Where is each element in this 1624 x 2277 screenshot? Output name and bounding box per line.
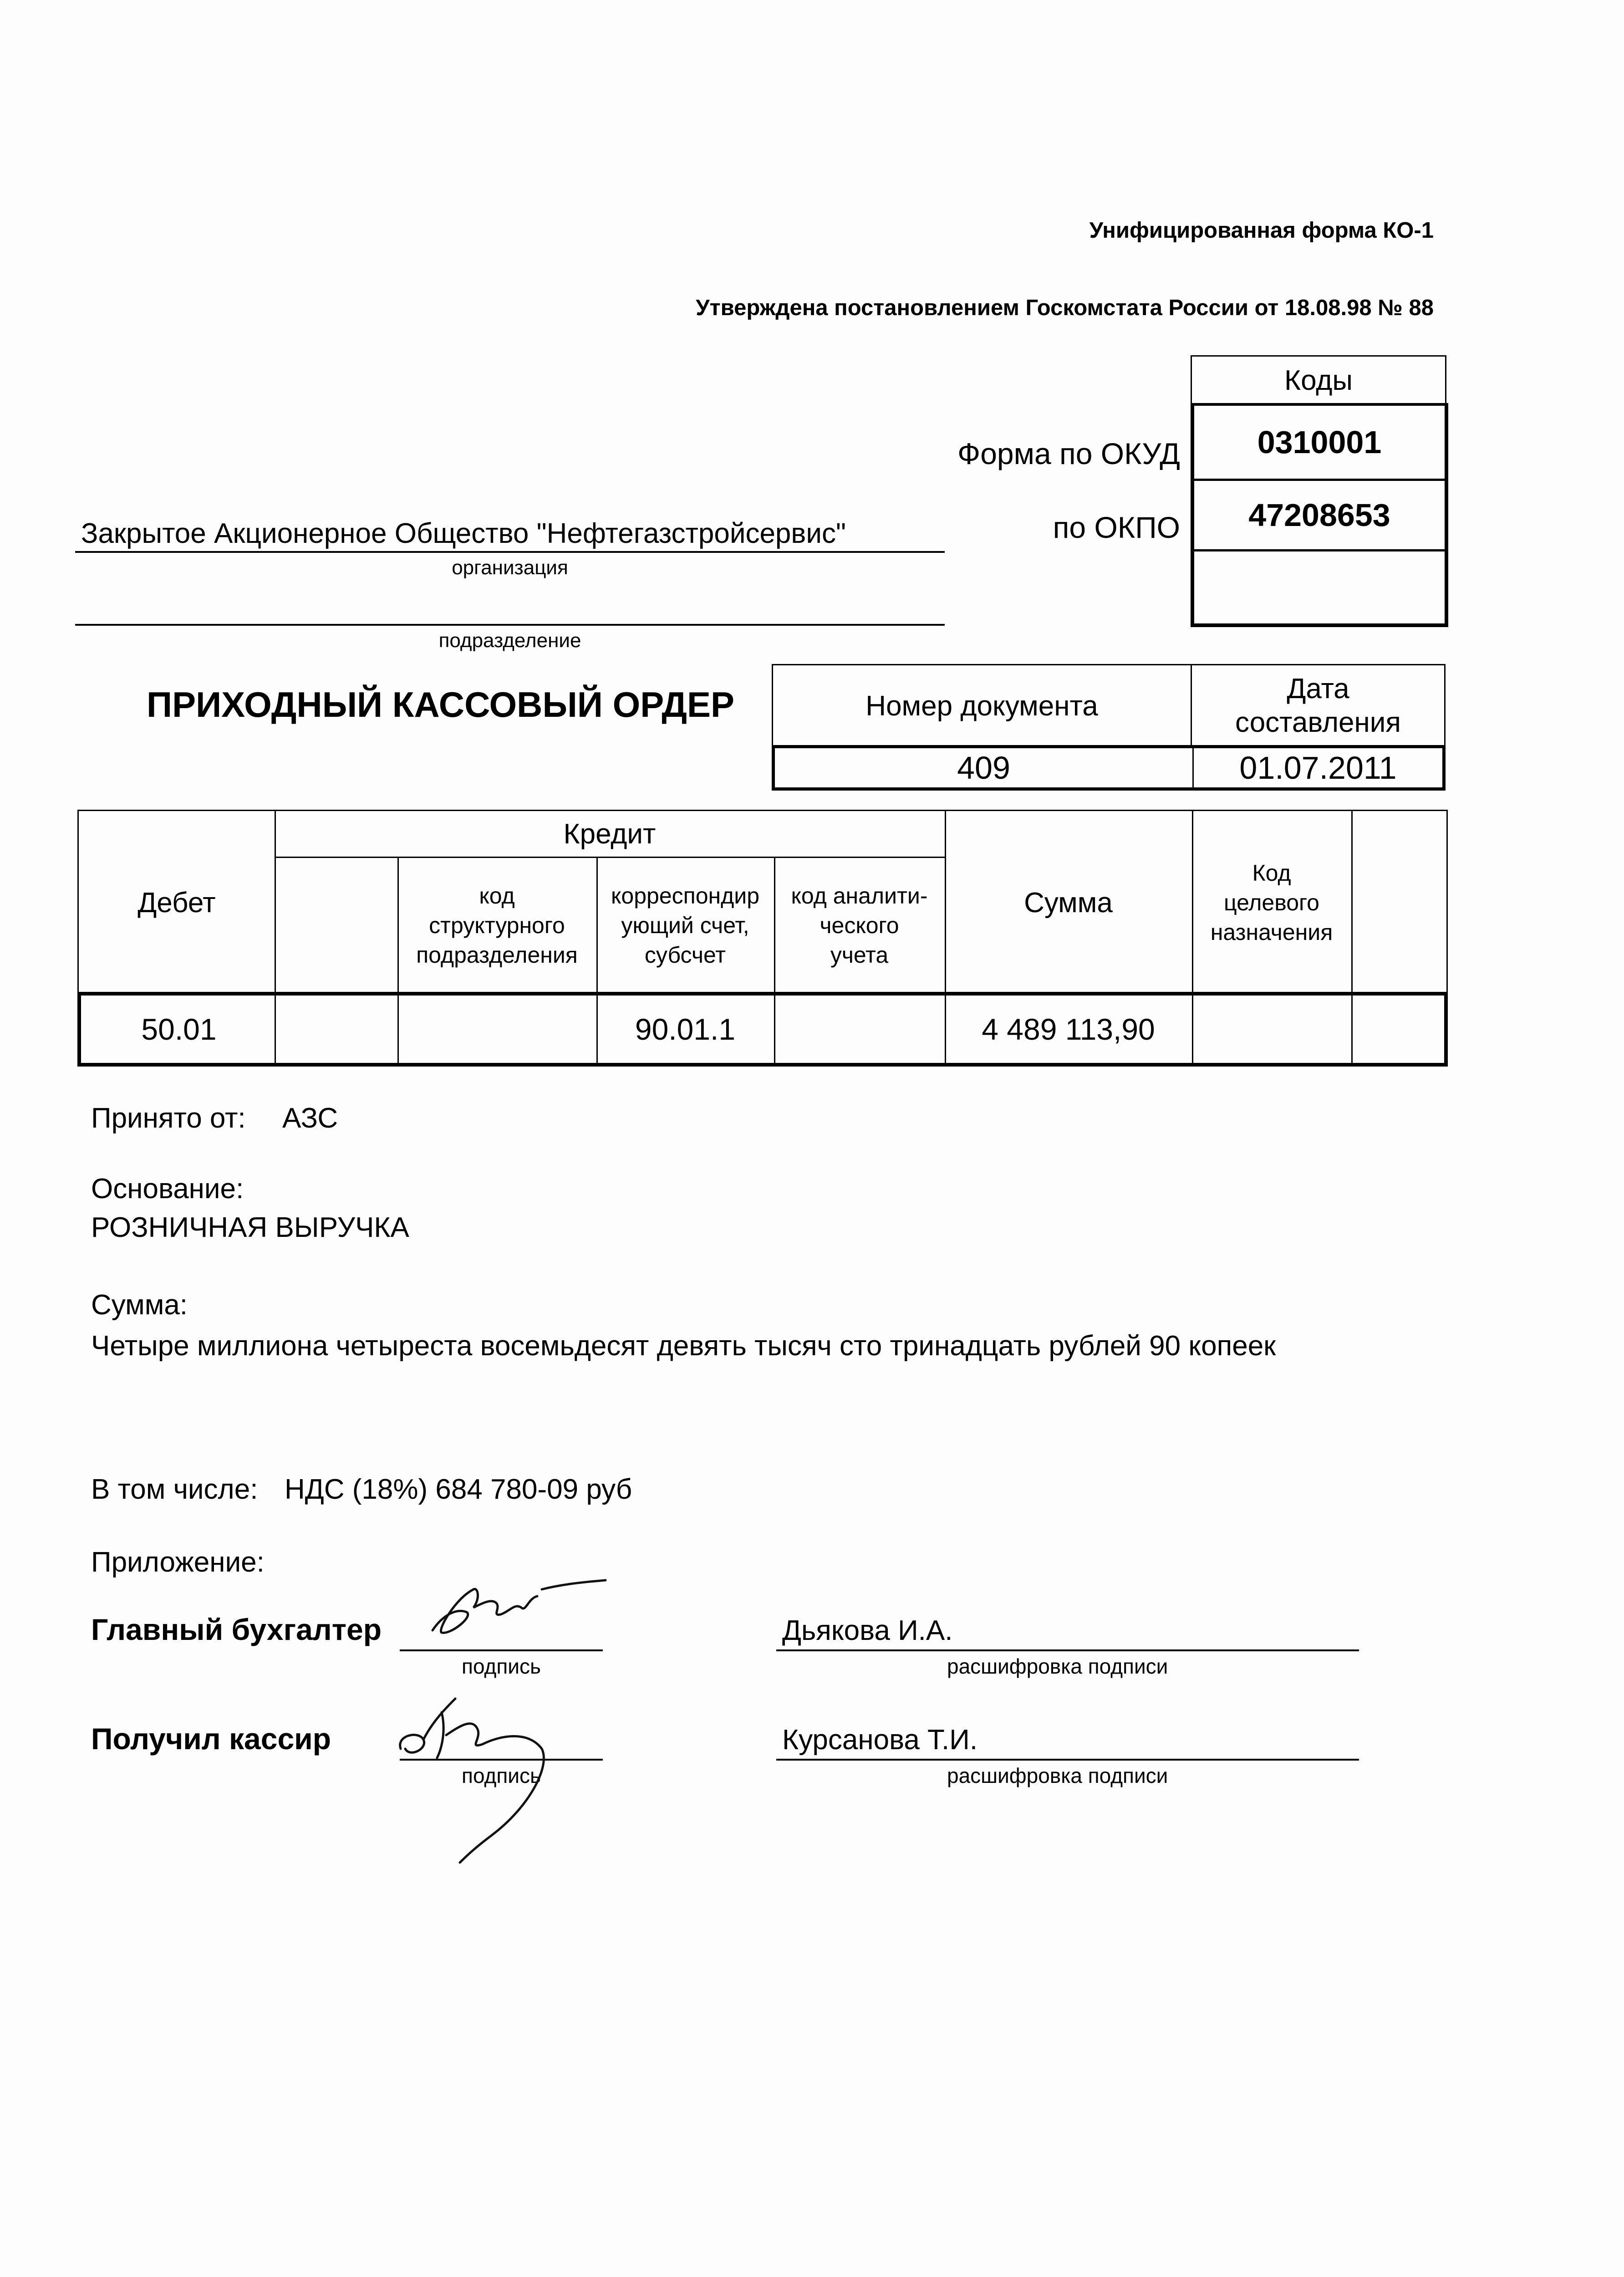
- analytic-header-line: код аналити-: [791, 883, 928, 909]
- form-name: Унифицированная форма КО-1: [1089, 218, 1434, 243]
- decoding-line: [776, 1649, 1359, 1651]
- analytic-header: [774, 857, 945, 994]
- organization-line: [75, 551, 945, 553]
- decoding-caption: расшифровка подписи: [947, 1654, 1168, 1678]
- account-header-line: ующий счет,: [621, 912, 749, 938]
- debit-header: Дебет: [137, 887, 216, 919]
- purpose-header-line: Код: [1252, 860, 1291, 886]
- document-number-table: [772, 664, 1446, 791]
- cashier-label: Получил кассир: [91, 1722, 331, 1756]
- division-line: [75, 624, 945, 626]
- date-label: [1192, 665, 1444, 746]
- division-code-header: [397, 857, 596, 994]
- account-value: 90.01.1: [635, 1012, 736, 1046]
- basis-label: Основание:: [91, 1173, 244, 1205]
- account-header-line: корреспондир: [611, 883, 760, 909]
- col-divider: [774, 996, 775, 1063]
- codes-box: [1191, 355, 1446, 628]
- col-divider: [1351, 811, 1353, 994]
- decoding-caption: расшифровка подписи: [947, 1764, 1168, 1787]
- sum-value: 4 489 113,90: [982, 1012, 1155, 1046]
- credit-header: Кредит: [563, 818, 656, 850]
- received-from-value: АЗС: [282, 1103, 338, 1134]
- okpo-code: 47208653: [1248, 497, 1390, 533]
- chief-accountant-signature: [423, 1571, 619, 1649]
- purpose-header-line: целевого: [1224, 889, 1319, 915]
- okud-code: 0310001: [1257, 424, 1382, 460]
- purpose-header: [1192, 811, 1351, 994]
- analytic-header-line: ческого: [820, 912, 899, 938]
- chief-accountant-label: Главный бухгалтер: [91, 1613, 382, 1646]
- signature-caption: подпись: [462, 1654, 541, 1678]
- okud-label: Форма по ОКУД: [957, 437, 1180, 470]
- date-label-line1: Дата: [1287, 673, 1349, 705]
- division-code-header-line: подразделения: [416, 942, 578, 968]
- table-header: [77, 810, 1448, 996]
- signature-line: [400, 1649, 603, 1651]
- attachment-label: Приложение:: [91, 1547, 265, 1578]
- document-date: 01.07.2011: [1239, 750, 1397, 786]
- date-label-line2: составления: [1235, 707, 1401, 738]
- purpose-header-line: назначения: [1210, 919, 1333, 945]
- col-divider: [397, 996, 399, 1063]
- division-caption: подразделение: [438, 629, 581, 652]
- division-code-header-line: структурного: [429, 912, 565, 938]
- document-title: ПРИХОДНЫЙ КАССОВЫЙ ОРДЕР: [147, 684, 734, 725]
- account-header-line: субсчет: [644, 942, 726, 968]
- okpo-label: по ОКПО: [1053, 511, 1180, 544]
- col-divider: [1351, 996, 1353, 1063]
- debit-value: 50.01: [141, 1012, 217, 1046]
- document-number-values: [772, 745, 1446, 791]
- codes-divider: [1194, 549, 1445, 551]
- approval-note: Утверждена постановлением Госкомстата России от 18.08.98 № 88: [696, 296, 1434, 320]
- table-row: [77, 992, 1448, 1067]
- including-label: В том числе:: [91, 1474, 258, 1505]
- sum-label: Сумма:: [91, 1289, 188, 1321]
- cashier-signature: [392, 1680, 601, 1872]
- codes-values: [1191, 403, 1448, 627]
- signature-caption: подпись: [462, 1764, 541, 1787]
- account-header: [596, 857, 774, 994]
- document-number-header: [772, 664, 1446, 748]
- cashier-name: Курсанова Т.И.: [782, 1724, 978, 1756]
- analytic-header-line: учета: [830, 942, 889, 968]
- organization-caption: организация: [452, 556, 568, 579]
- sum-in-words: Четыре миллиона четыреста восемьдесят девять тысяч сто тринадцать рублей 90 копеек: [91, 1330, 1276, 1362]
- document-number: 409: [775, 748, 1194, 787]
- number-label: Номер документа: [773, 665, 1192, 746]
- sum-header: Сумма: [1024, 887, 1113, 919]
- division-code-header-line: код: [479, 883, 515, 909]
- col-divider: [275, 996, 276, 1063]
- codes-title: Коды: [1191, 355, 1446, 406]
- organization-name: Закрытое Акционерное Общество "Нефтегазстройсервис": [81, 518, 846, 549]
- decoding-line: [776, 1759, 1359, 1761]
- including-value: НДС (18%) 684 780-09 руб: [285, 1474, 632, 1505]
- col-divider: [1192, 996, 1193, 1063]
- accounting-table: [77, 810, 1448, 1069]
- chief-accountant-name: Дьякова И.А.: [782, 1615, 953, 1646]
- received-from-label: Принято от:: [91, 1103, 246, 1134]
- basis-value: РОЗНИЧНАЯ ВЫРУЧКА: [91, 1212, 409, 1243]
